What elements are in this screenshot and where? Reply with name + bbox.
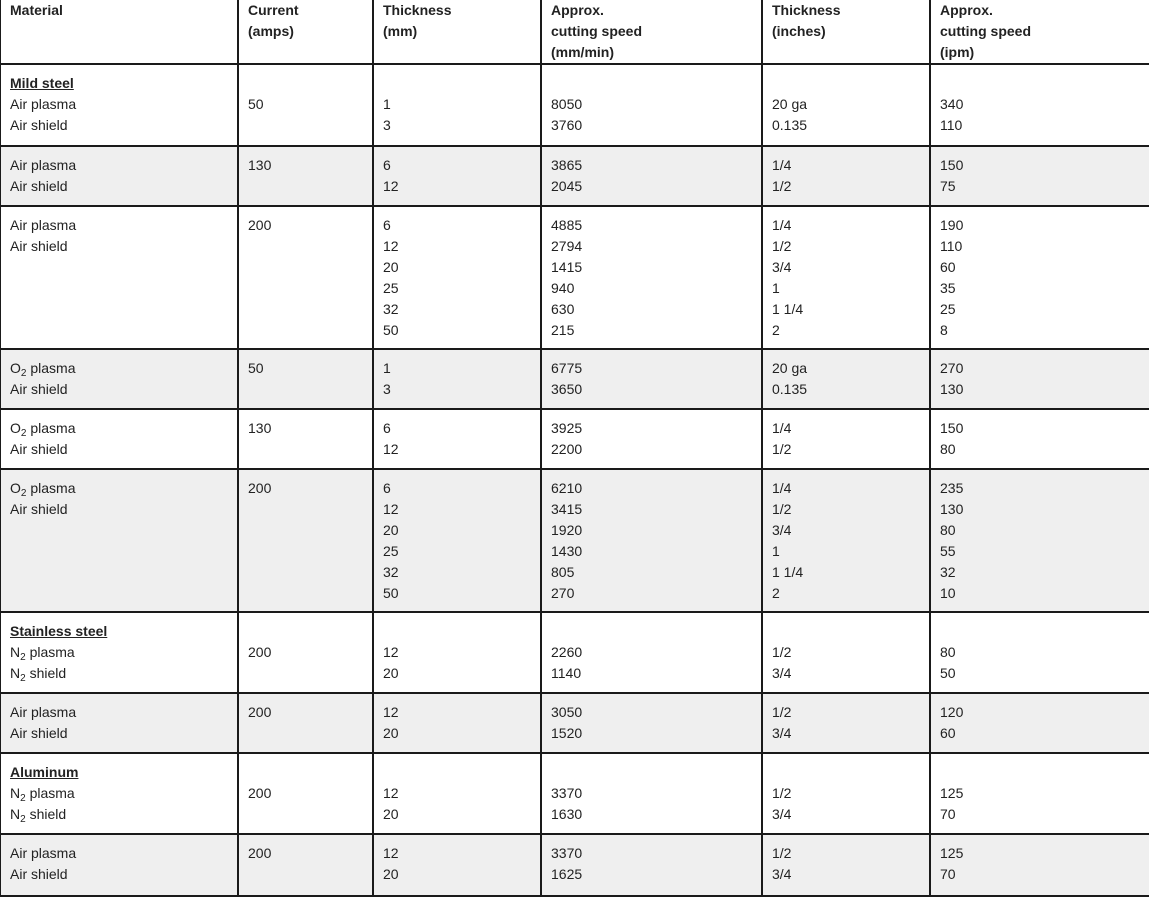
gas-line — [10, 642, 229, 663]
gas-line — [10, 115, 229, 136]
thickness-mm-value: 50 — [383, 322, 399, 338]
speed-ipm-value: 8 — [940, 322, 948, 338]
header-line: Thickness — [772, 2, 841, 18]
thickness-in-cell — [762, 146, 930, 206]
thickness-mm-cell — [373, 409, 541, 469]
header-thickness-inches — [762, 0, 930, 64]
gas-name: N — [10, 665, 21, 681]
speed-ipm-value: 75 — [940, 178, 956, 194]
material-category: Mild steel — [10, 75, 74, 91]
thickness-mm-cell — [373, 206, 541, 349]
thickness-in-value: 1/2 — [772, 178, 792, 194]
speed-mm-value: 3370 — [551, 785, 583, 801]
table-row — [0, 206, 1149, 349]
speed-mm-value: 6775 — [551, 360, 583, 376]
thickness-in-value: 2 — [772, 322, 780, 338]
thickness-in-value: 1/2 — [772, 785, 792, 801]
thickness-mm-cell — [373, 834, 541, 896]
speed-ipm-cell — [930, 64, 1149, 146]
thickness-mm-value: 6 — [383, 217, 391, 233]
speed-mm-value: 1630 — [551, 806, 583, 822]
speed-mm-value: 3370 — [551, 845, 583, 861]
speed-ipm-cell — [930, 409, 1149, 469]
speed-ipm-value: 270 — [940, 360, 964, 376]
speed-mm-value: 2200 — [551, 441, 583, 457]
gas-name: Air shield — [10, 117, 68, 133]
thickness-in-cell — [762, 206, 930, 349]
thickness-mm-value: 1 — [383, 96, 391, 112]
thickness-in-value: 1/4 — [772, 480, 792, 496]
thickness-mm-value: 20 — [383, 725, 399, 741]
speed-ipm-value: 125 — [940, 785, 964, 801]
thickness-mm-value: 25 — [383, 543, 399, 559]
speed-ipm-value: 110 — [940, 238, 963, 254]
thickness-mm-value: 12 — [383, 845, 399, 861]
gas-type: plasma — [26, 480, 76, 496]
current-cell — [238, 206, 373, 349]
thickness-mm-cell — [373, 693, 541, 753]
thickness-mm-value: 20 — [383, 522, 399, 538]
thickness-mm-cell — [373, 146, 541, 206]
thickness-mm-value: 12 — [383, 644, 399, 660]
gas-subscript: 2 — [20, 814, 26, 825]
speed-mm-value: 1920 — [551, 522, 583, 538]
table-row — [0, 693, 1149, 753]
gas-name: Air plasma — [10, 157, 77, 173]
material-category: Aluminum — [10, 764, 79, 780]
speed-mm-cell — [541, 753, 762, 834]
thickness-mm-value: 12 — [383, 785, 399, 801]
thickness-in-value: 1 1/4 — [772, 564, 804, 580]
speed-ipm-cell — [930, 834, 1149, 896]
current-cell — [238, 349, 373, 409]
gas-line — [10, 804, 229, 825]
gas-name: N — [10, 644, 21, 660]
speed-mm-cell — [541, 206, 762, 349]
gas-name: Air plasma — [10, 96, 77, 112]
thickness-in-value: 20 ga — [772, 360, 808, 376]
thickness-in-cell — [762, 753, 930, 834]
header-material — [0, 0, 238, 64]
speed-ipm-value: 60 — [940, 259, 956, 275]
current-value: 200 — [248, 845, 272, 861]
material-cell — [0, 409, 238, 469]
thickness-mm-value: 20 — [383, 866, 399, 882]
thickness-mm-value: 12 — [383, 501, 399, 517]
gas-line — [10, 783, 229, 804]
gas-line — [10, 358, 229, 379]
speed-mm-value: 6210 — [551, 480, 583, 496]
speed-mm-cell — [541, 146, 762, 206]
speed-ipm-value: 10 — [940, 585, 956, 601]
table-header — [0, 0, 1149, 64]
current-value: 50 — [248, 96, 264, 112]
speed-mm-value: 8050 — [551, 96, 583, 112]
speed-ipm-value: 125 — [940, 845, 964, 861]
gas-name: Air plasma — [10, 845, 77, 861]
thickness-mm-cell — [373, 64, 541, 146]
speed-ipm-cell — [930, 612, 1149, 693]
thickness-in-value: 2 — [772, 585, 780, 601]
material-cell — [0, 349, 238, 409]
speed-ipm-cell — [930, 753, 1149, 834]
thickness-in-value: 1/4 — [772, 420, 792, 436]
thickness-mm-value: 12 — [383, 238, 399, 254]
material-category: Stainless steel — [10, 623, 108, 639]
speed-mm-cell — [541, 693, 762, 753]
thickness-mm-cell — [373, 753, 541, 834]
table-row — [0, 753, 1149, 834]
gas-name: Air plasma — [10, 217, 77, 233]
current-cell — [238, 64, 373, 146]
current-value: 200 — [248, 644, 272, 660]
thickness-in-value: 3/4 — [772, 806, 792, 822]
thickness-in-value: 1/4 — [772, 217, 792, 233]
table-row — [0, 469, 1149, 612]
speed-mm-value: 1625 — [551, 866, 583, 882]
gas-name: Air shield — [10, 725, 68, 741]
thickness-mm-value: 6 — [383, 420, 391, 436]
thickness-in-value: 3/4 — [772, 522, 792, 538]
speed-mm-value: 2794 — [551, 238, 583, 254]
thickness-mm-value: 20 — [383, 665, 399, 681]
gas-line — [10, 418, 229, 439]
thickness-mm-value: 6 — [383, 157, 391, 173]
header-line: Thickness — [383, 2, 452, 18]
header-line: (inches) — [772, 23, 826, 39]
gas-name: N — [10, 806, 21, 822]
gas-type: plasma — [25, 785, 75, 801]
thickness-mm-value: 20 — [383, 259, 399, 275]
current-cell — [238, 469, 373, 612]
current-value: 200 — [248, 785, 272, 801]
thickness-in-cell — [762, 834, 930, 896]
thickness-mm-value: 1 — [383, 360, 391, 376]
speed-mm-value: 3865 — [551, 157, 583, 173]
speed-ipm-cell — [930, 693, 1149, 753]
thickness-in-value: 1/2 — [772, 644, 792, 660]
current-value: 200 — [248, 480, 272, 496]
speed-mm-value: 3050 — [551, 704, 583, 720]
speed-mm-cell — [541, 349, 762, 409]
gas-line — [10, 94, 229, 115]
thickness-mm-value: 25 — [383, 280, 399, 296]
speed-mm-value: 3925 — [551, 420, 583, 436]
thickness-in-cell — [762, 409, 930, 469]
header-line: Material — [10, 2, 63, 18]
speed-ipm-value: 340 — [940, 96, 964, 112]
thickness-in-value: 3/4 — [772, 665, 792, 681]
table-row — [0, 349, 1149, 409]
material-cell — [0, 834, 238, 896]
speed-ipm-cell — [930, 349, 1149, 409]
speed-mm-value: 3415 — [551, 501, 583, 517]
thickness-mm-value: 3 — [383, 381, 391, 397]
thickness-in-cell — [762, 349, 930, 409]
gas-line — [10, 236, 229, 257]
thickness-in-value: 1/2 — [772, 501, 792, 517]
current-cell — [238, 693, 373, 753]
gas-line — [10, 843, 229, 864]
table-row — [0, 834, 1149, 896]
gas-name: Air shield — [10, 501, 68, 517]
table-row — [0, 612, 1149, 693]
gas-name: N — [10, 785, 21, 801]
table-body — [0, 64, 1149, 896]
thickness-in-cell — [762, 64, 930, 146]
header-line: cutting speed — [551, 23, 643, 39]
speed-mm-value: 1415 — [551, 259, 583, 275]
thickness-mm-value: 50 — [383, 585, 399, 601]
gas-subscript: 2 — [20, 673, 26, 684]
thickness-in-value: 3/4 — [772, 725, 792, 741]
thickness-in-value: 1/2 — [772, 845, 792, 861]
thickness-in-value: 1 — [772, 280, 780, 296]
gas-line — [10, 215, 229, 236]
thickness-mm-cell — [373, 349, 541, 409]
gas-line — [10, 663, 229, 684]
thickness-in-value: 1/4 — [772, 157, 792, 173]
material-cell — [0, 206, 238, 349]
thickness-mm-cell — [373, 469, 541, 612]
speed-mm-cell — [541, 612, 762, 693]
header-line: (amps) — [248, 23, 294, 39]
speed-mm-value: 1520 — [551, 725, 583, 741]
gas-subscript: 2 — [20, 368, 27, 379]
gas-name: O — [10, 480, 21, 496]
gas-line — [10, 155, 229, 176]
speed-mm-cell — [541, 469, 762, 612]
speed-ipm-value: 110 — [940, 117, 963, 133]
speed-mm-value: 805 — [551, 564, 575, 580]
header-speed-ipm — [930, 0, 1149, 64]
gas-subscript: 2 — [20, 652, 26, 663]
thickness-in-cell — [762, 693, 930, 753]
thickness-in-value: 3/4 — [772, 259, 792, 275]
gas-type: plasma — [25, 644, 75, 660]
current-cell — [238, 612, 373, 693]
header-row — [0, 0, 1149, 64]
current-cell — [238, 409, 373, 469]
thickness-mm-value: 32 — [383, 301, 399, 317]
speed-ipm-value: 80 — [940, 522, 956, 538]
speed-mm-value: 2045 — [551, 178, 583, 194]
current-cell — [238, 146, 373, 206]
header-speed-mm-min — [541, 0, 762, 64]
speed-ipm-value: 55 — [940, 543, 956, 559]
thickness-mm-value: 12 — [383, 178, 399, 194]
gas-name: Air shield — [10, 238, 68, 254]
speed-ipm-value: 80 — [940, 644, 956, 660]
material-cell — [0, 693, 238, 753]
thickness-mm-value: 3 — [383, 117, 391, 133]
speed-ipm-value: 130 — [940, 501, 964, 517]
speed-mm-value: 1140 — [551, 665, 582, 681]
current-value: 200 — [248, 217, 272, 233]
speed-ipm-cell — [930, 469, 1149, 612]
header-line: cutting speed — [940, 23, 1032, 39]
thickness-in-value: 0.135 — [772, 117, 808, 133]
thickness-in-cell — [762, 612, 930, 693]
thickness-mm-cell — [373, 612, 541, 693]
gas-type: plasma — [26, 360, 76, 376]
speed-mm-value: 215 — [551, 322, 575, 338]
speed-mm-cell — [541, 409, 762, 469]
thickness-mm-value: 12 — [383, 441, 399, 457]
speed-ipm-value: 80 — [940, 441, 956, 457]
gas-line — [10, 499, 229, 520]
header-line: Approx. — [940, 2, 993, 18]
thickness-in-value: 1 — [772, 543, 780, 559]
current-cell — [238, 834, 373, 896]
thickness-in-cell — [762, 469, 930, 612]
speed-mm-value: 1430 — [551, 543, 583, 559]
material-cell — [0, 146, 238, 206]
speed-mm-value: 2260 — [551, 644, 583, 660]
speed-mm-cell — [541, 64, 762, 146]
thickness-in-value: 0.135 — [772, 381, 808, 397]
thickness-mm-value: 6 — [383, 480, 391, 496]
thickness-in-value: 1/2 — [772, 441, 792, 457]
thickness-mm-value: 20 — [383, 806, 399, 822]
speed-mm-cell — [541, 834, 762, 896]
gas-subscript: 2 — [20, 793, 26, 804]
speed-ipm-value: 150 — [940, 420, 964, 436]
gas-line — [10, 702, 229, 723]
speed-ipm-value: 150 — [940, 157, 964, 173]
header-line: (mm/min) — [551, 44, 614, 60]
gas-name: O — [10, 360, 21, 376]
gas-name: Air shield — [10, 178, 68, 194]
gas-line — [10, 379, 229, 400]
speed-ipm-value: 70 — [940, 806, 956, 822]
thickness-in-value: 20 ga — [772, 96, 808, 112]
speed-ipm-value: 235 — [940, 480, 964, 496]
thickness-mm-value: 12 — [383, 704, 399, 720]
speed-ipm-value: 35 — [940, 280, 956, 296]
header-thickness-mm — [373, 0, 541, 64]
gas-name: Air shield — [10, 866, 68, 882]
gas-type: shield — [25, 665, 67, 681]
material-cell — [0, 612, 238, 693]
gas-type: shield — [25, 806, 67, 822]
speed-mm-value: 4885 — [551, 217, 583, 233]
gas-subscript: 2 — [20, 488, 27, 499]
speed-ipm-cell — [930, 146, 1149, 206]
gas-subscript: 2 — [20, 428, 27, 439]
current-value: 130 — [248, 157, 272, 173]
gas-name: Air shield — [10, 381, 68, 397]
current-value: 50 — [248, 360, 264, 376]
speed-ipm-value: 25 — [940, 301, 956, 317]
gas-name: Air shield — [10, 441, 68, 457]
table-row — [0, 409, 1149, 469]
speed-ipm-value: 190 — [940, 217, 964, 233]
material-cell — [0, 64, 238, 146]
speed-mm-value: 3650 — [551, 381, 583, 397]
speed-mm-value: 630 — [551, 301, 575, 317]
table-row — [0, 64, 1149, 146]
thickness-mm-value: 32 — [383, 564, 399, 580]
gas-type: plasma — [26, 420, 76, 436]
current-cell — [238, 753, 373, 834]
thickness-in-value: 1/2 — [772, 238, 792, 254]
gas-name: O — [10, 420, 21, 436]
current-value: 130 — [248, 420, 272, 436]
current-value: 200 — [248, 704, 272, 720]
speed-mm-value: 3760 — [551, 117, 583, 133]
thickness-in-value: 1/2 — [772, 704, 792, 720]
header-line: (mm) — [383, 23, 418, 39]
header-line: (ipm) — [940, 44, 975, 60]
material-cell — [0, 753, 238, 834]
thickness-in-value: 1 1/4 — [772, 301, 804, 317]
gas-line — [10, 723, 229, 744]
speed-ipm-cell — [930, 206, 1149, 349]
gas-line — [10, 176, 229, 197]
speed-ipm-value: 130 — [940, 381, 964, 397]
gas-line — [10, 864, 229, 885]
speed-ipm-value: 120 — [940, 704, 964, 720]
gas-line — [10, 478, 229, 499]
header-line: Approx. — [551, 2, 604, 18]
speed-mm-value: 940 — [551, 280, 575, 296]
header-line: Current — [248, 2, 299, 18]
speed-mm-value: 270 — [551, 585, 575, 601]
table-row — [0, 146, 1149, 206]
speed-ipm-value: 70 — [940, 866, 956, 882]
material-cell — [0, 469, 238, 612]
gas-line — [10, 439, 229, 460]
header-current — [238, 0, 373, 64]
gas-name: Air plasma — [10, 704, 77, 720]
speed-ipm-value: 50 — [940, 665, 956, 681]
thickness-in-value: 3/4 — [772, 866, 792, 882]
speed-ipm-value: 60 — [940, 725, 956, 741]
speed-ipm-value: 32 — [940, 564, 956, 580]
